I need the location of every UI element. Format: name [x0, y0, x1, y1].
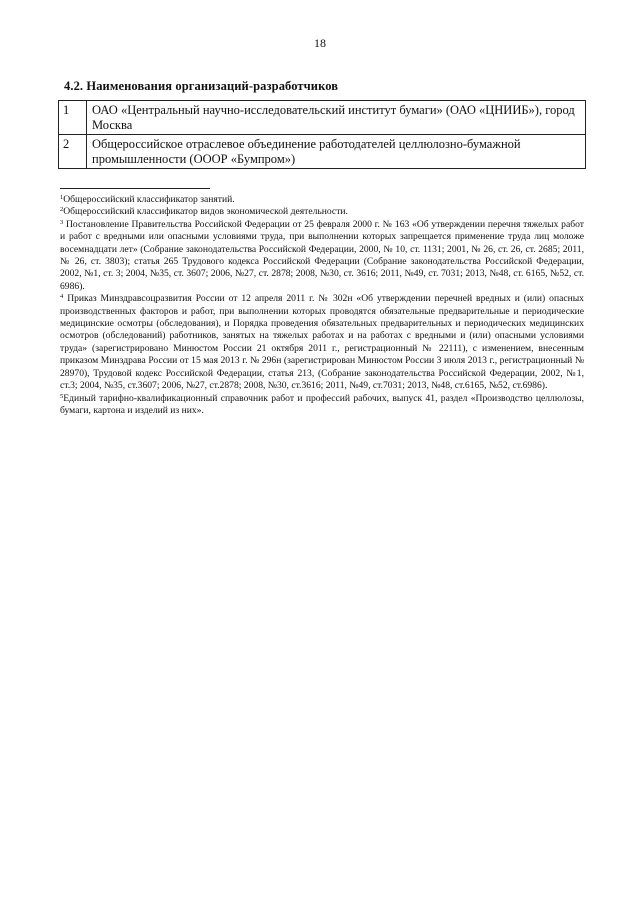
- footnote-text: Единый тарифно-квалификационный справочник работ и профессий рабочих, выпуск 41, раздел «Производство целлюлозы, бумаги, картона и изделий из них».: [60, 392, 584, 416]
- footnote-text: Постановление Правительства Российской Федерации от 25 февраля 2000 г. № 163 «Об утверждении перечня тяжелых работ и работ с вредными или опасными условиями труда, при выполнении которых запрещается применение труда лиц моложе восемнадцати лет» (Собрание законодательства Российской Федерации, 2000, № 10, ст. 1131; 2001, № 26, ст. 26, ст. 2685; 2011, № 26, ст. 3803); статья 265 Трудового кодекса Российской Федерации (Собрание законодательства Российской Федерации, 2002, №1, ст. 3; 2004, №35, ст. 3607; 2006, №27, ст. 2878; 2008, №30, ст. 3616; 2011, №49, ст. 7031; 2013, №48, ст. 6165, №52, ст. 6986).: [60, 218, 584, 292]
- table-row: [59, 101, 586, 135]
- footnotes: [60, 194, 584, 417]
- footnote-separator: [60, 188, 210, 189]
- footnote-mark: 4: [60, 293, 64, 301]
- footnote-mark: 1: [60, 194, 64, 201]
- row-number: 2: [59, 135, 87, 169]
- page-number: 18: [314, 36, 326, 50]
- footnote-5: [60, 393, 584, 418]
- organization-name: ОАО «Центральный научно-исследовательский институт бумаги» (ОАО «ЦНИИБ»), город Москва: [87, 101, 586, 135]
- footnote-text: Общероссийский классификатор видов экономической деятельности.: [63, 206, 348, 218]
- table-row: [59, 135, 586, 169]
- footnote-text: Общероссийский классификатор занятий.: [63, 194, 235, 205]
- footnote-2: [60, 206, 584, 218]
- footnote-mark: 3: [60, 218, 64, 226]
- section-heading: 4.2. Наименования организаций-разработчиков: [64, 79, 339, 93]
- footnote-text: Приказ Минздравсоцразвития России от 12 апреля 2011 г. № 302н «Об утверждении перечней вредных и (или) опасных производственных факторов и работ, при выполнении которых проводятся обязательные предварительные и периодические медицинские осмотры (обследования), и Порядка проведения обязательных предварительных и периодических медицинских осмотров (обследований) работников, занятых на тяжелых работах и на работах с вредными и (или) опасными условиями труда» (зарегистрировано Минюстом России 21 октября 2011 г., регистрационный № 22111), с изменением, внесенным приказом Минздрава России от 15 мая 2013 г. № 296н (зарегистрирован Минюстом России 3 июля 2013 г., регистрационный № 28970), Трудовой кодекс Российской Федерации, статья 213, (Собрание законодательства Российской Федерации, 2002, №1, ст.3; 2004, №35, ст.3607; 2006, №27, ст.2878; 2008, №30, ст.3616; 2011, №49, ст.7031; 2013, №48, ст.6165, №52, ст.6986).: [60, 293, 584, 392]
- footnote-1: [60, 194, 584, 206]
- organization-name: Общероссийское отраслевое объединение работодателей целлюлозно-бумажной промышленности (ОООР «Бумпром»): [87, 135, 586, 169]
- footnote-mark: 2: [60, 206, 64, 214]
- footnote-3: [60, 219, 584, 293]
- developers-table: [58, 100, 586, 169]
- footnote-mark: 5: [60, 392, 64, 400]
- row-number: 1: [59, 101, 87, 135]
- footnote-4: [60, 293, 584, 392]
